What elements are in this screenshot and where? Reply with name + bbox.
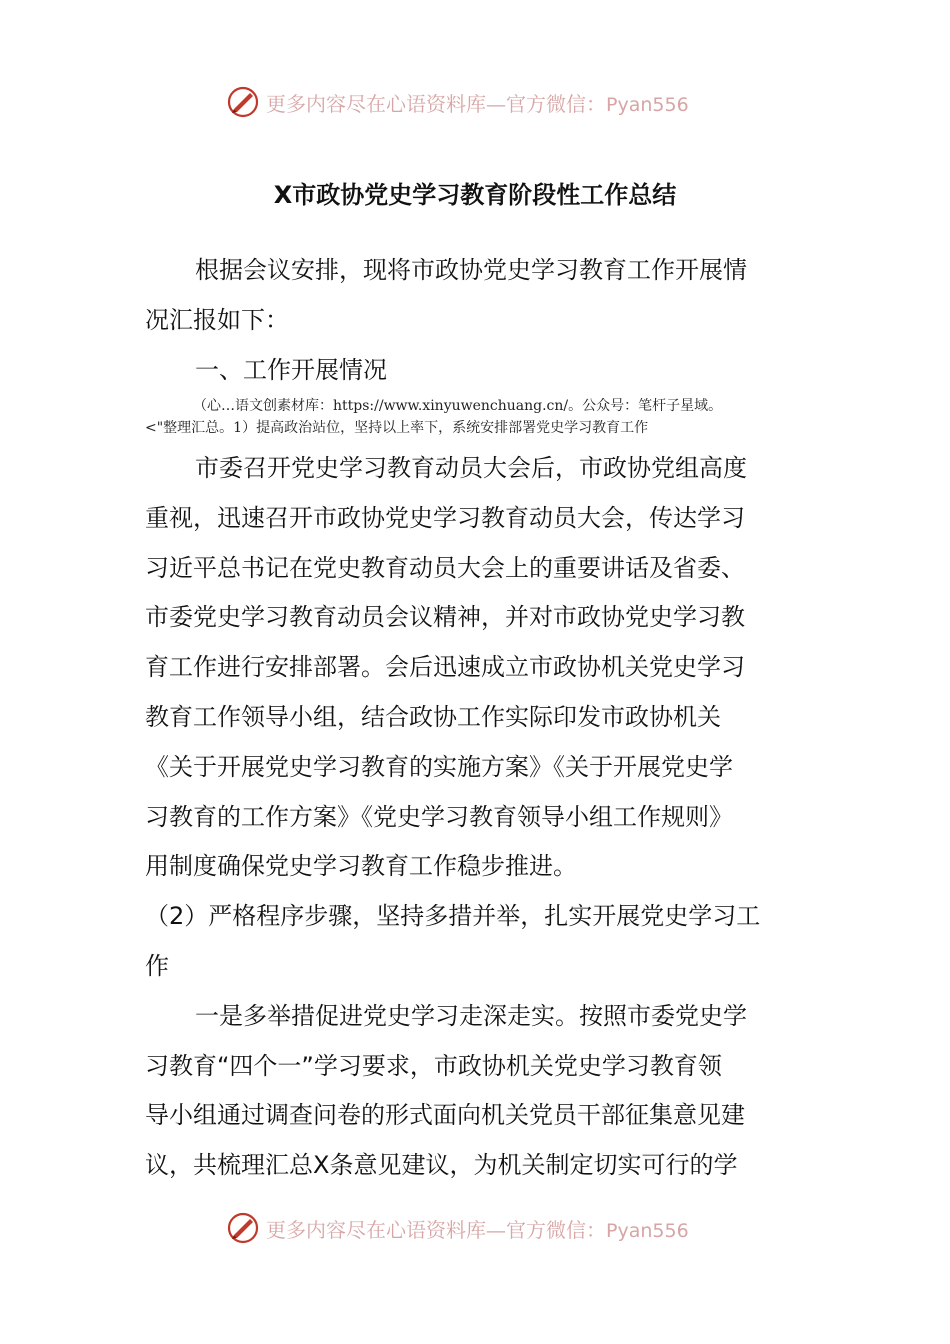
source-note-line: <"整理汇总。1）提高政治站位，坚持以上率下，系统安排部署党史学习教育工作 — [145, 420, 649, 436]
wechat-handle: Pyan556 — [606, 1219, 689, 1242]
text-line: 用制度确保党史学习教育工作稳步推进。 — [145, 852, 577, 881]
watermark-text: 更多内容尽在心语资料库—官方微信：Pyan556 — [266, 1217, 689, 1242]
text-line: 《关于开展党史学习教育的实施方案》《关于开展党史学 — [145, 752, 733, 781]
text-line: 况汇报如下： — [145, 305, 289, 334]
footer-watermark-banner — [0, 1208, 950, 1248]
subheading-2: （2）严格程序步骤，坚持多措并举，扎实开展党史学习工 — [145, 902, 761, 931]
text-line: 一是多举措促进党史学习走深走实。按照市委党史学 — [195, 1001, 747, 1030]
pen-logo-icon — [226, 85, 260, 119]
text-line: 市委召开党史学习教育动员大会后，市政协党组高度 — [195, 454, 747, 482]
text-line: 市委党史学习教育动员会议精神，并对市政协党史学习教 — [145, 603, 745, 632]
document-title: X市政协党史学习教育阶段性工作总结 — [273, 181, 677, 209]
text-line: 习近平总书记在党史教育动员大会上的重要讲话及省委、 — [145, 553, 745, 582]
text-line: 教育工作领导小组，结合政协工作实际印发市政协机关 — [145, 702, 721, 731]
paragraph-1 — [145, 444, 810, 1191]
text-line: 议，共梳理汇总X条意见建议，为机关制定切实可行的学 — [145, 1151, 738, 1180]
wechat-handle: Pyan556 — [606, 93, 689, 116]
intro-paragraph — [145, 246, 810, 395]
text-line: 根据会议安排，现将市政协党史学习教育工作开展情 — [195, 256, 747, 284]
header-watermark-banner — [0, 82, 950, 122]
text-line: 重视，迅速召开市政协党史学习教育动员大会，传达学习 — [145, 503, 745, 532]
text-line: 育工作进行安排部署。会后迅速成立市政协机关党史学习 — [145, 653, 745, 682]
pen-logo-icon — [226, 1211, 260, 1245]
text-line: 习教育“四个一”学习要求，市政协机关党史学习教育领 — [145, 1051, 722, 1080]
subheading-2: 作 — [145, 951, 169, 980]
section-heading: 一、工作开展情况 — [195, 355, 387, 384]
text-line: 导小组通过调查问卷的形式面向机关党员干部征集意见建 — [145, 1101, 745, 1130]
source-note — [145, 395, 815, 439]
source-note-line: （心…语文创素材库：https://www.xinyuwenchuang.cn/。公众号：笔杆子星域。 — [193, 398, 723, 414]
text-line: 习教育的工作方案》《党史学习教育领导小组工作规则》 — [145, 802, 733, 831]
watermark-text: 更多内容尽在心语资料库—官方微信：Pyan556 — [266, 91, 689, 116]
